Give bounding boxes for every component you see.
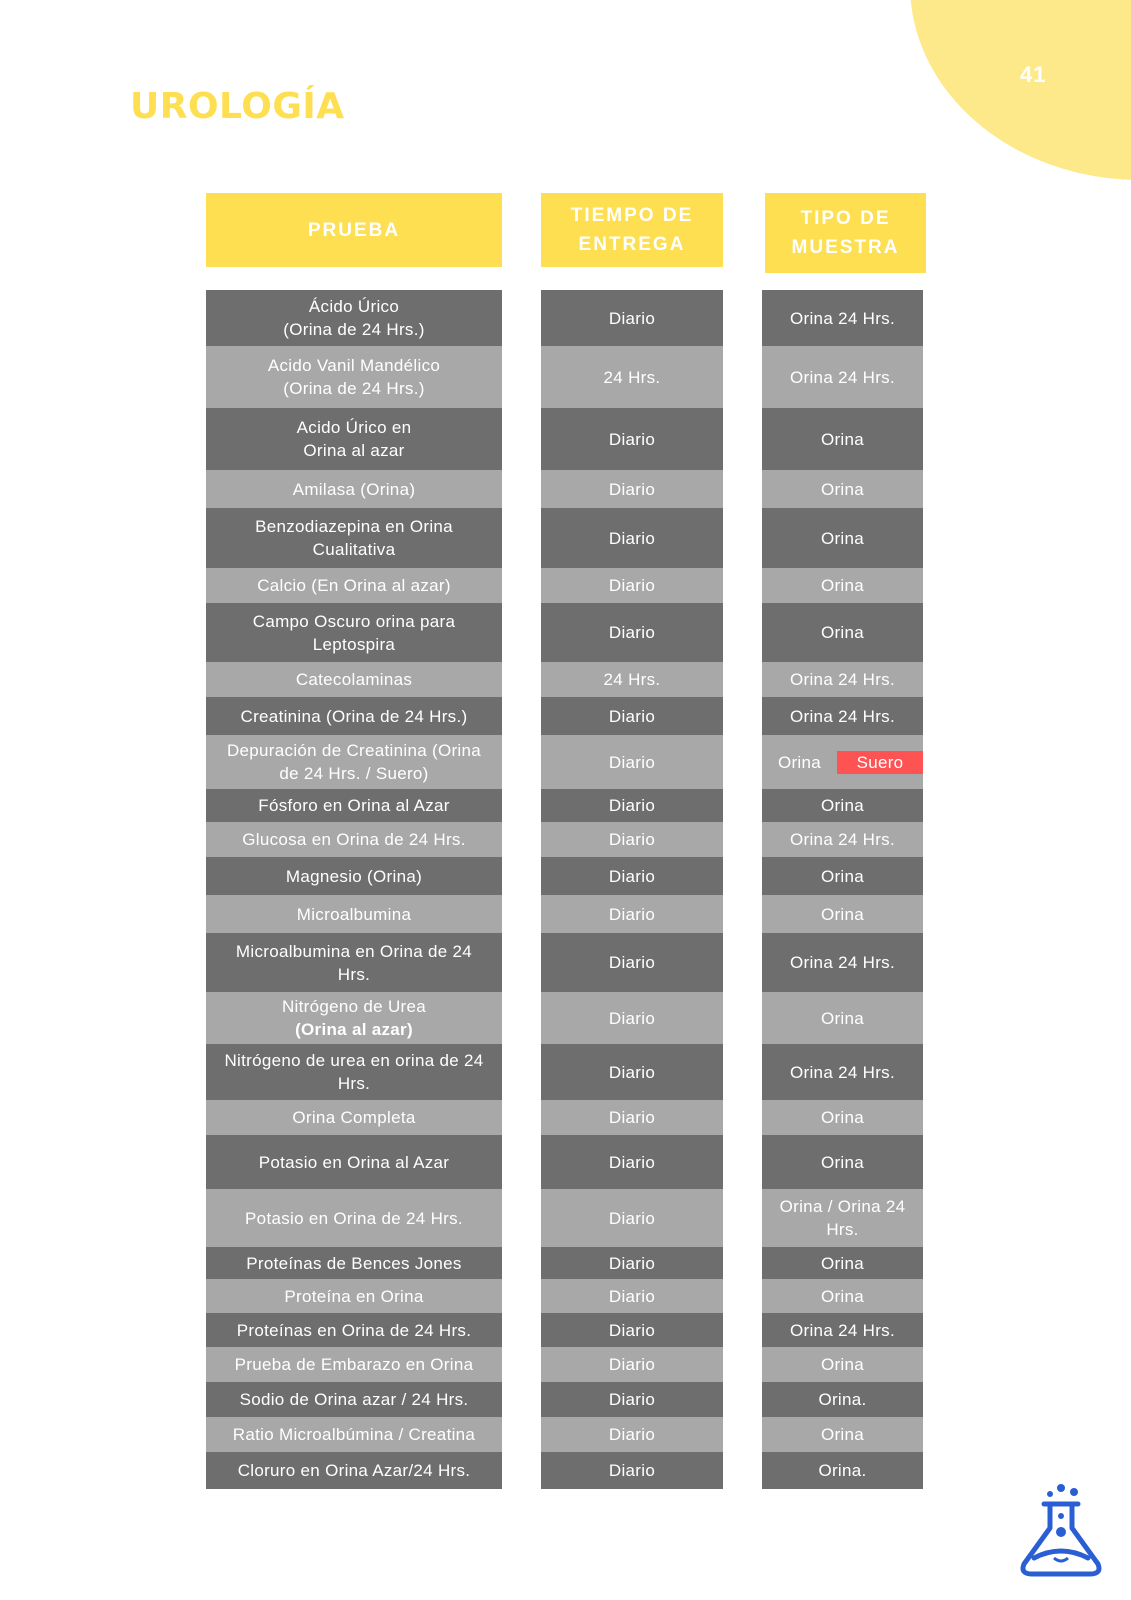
table-cell-prueba: Acido Úrico en Orina al azar [206, 408, 502, 470]
table-cell-prueba: Acido Vanil Mandélico (Orina de 24 Hrs.) [206, 346, 502, 408]
table-cell-prueba: Prueba de Embarazo en Orina [206, 1347, 502, 1382]
page-number: 41 [1020, 62, 1047, 87]
table-cell-tipo: Orina [762, 1247, 923, 1279]
table-cell-prueba: Potasio en Orina al Azar [206, 1135, 502, 1189]
table-cell-prueba: Campo Oscuro orina para Leptospira [206, 603, 502, 662]
table-cell-tipo: Orina [762, 857, 923, 895]
prueba-text: Nitrógeno de Urea [281, 997, 426, 1016]
table-cell-tipo: Orina [762, 568, 923, 603]
table-cell-tiempo: Diario [541, 290, 723, 346]
table-cell-tiempo: Diario [541, 789, 723, 822]
table-cell-tiempo: Diario [541, 408, 723, 470]
table-cell-prueba: Creatinina (Orina de 24 Hrs.) [206, 697, 502, 735]
table-cell-tipo: Orina 24 Hrs. [762, 346, 923, 408]
table-cell-tipo: Orina [762, 470, 923, 508]
table-cell-tipo: Orina [762, 1347, 923, 1382]
table-cell-tipo: Orina [762, 1135, 923, 1189]
header-tipo-de-muestra: TIPO DE MUESTRA [765, 193, 926, 273]
table-cell-prueba: Magnesio (Orina) [206, 857, 502, 895]
table-cell-tipo: Orina 24 Hrs. [762, 822, 923, 857]
table-cell-tiempo: Diario [541, 822, 723, 857]
table-cell-prueba: Proteínas en Orina de 24 Hrs. [206, 1313, 502, 1347]
table-cell-prueba: Ratio Microalbúmina / Creatina [206, 1417, 502, 1452]
table-cell-tipo: Orina [762, 789, 923, 822]
table-cell-tiempo: Diario [541, 1100, 723, 1135]
table-cell-tipo: Orina. [762, 1452, 923, 1489]
table-cell-tiempo: Diario [541, 735, 723, 789]
lab-flask-icon [1016, 1484, 1106, 1580]
table-cell-prueba: Microalbumina [206, 895, 502, 933]
table-cell-tiempo: Diario [541, 1135, 723, 1189]
table-cell-tiempo: Diario [541, 1417, 723, 1452]
table-cell-prueba: Potasio en Orina de 24 Hrs. [206, 1189, 502, 1247]
table-cell-prueba: Sodio de Orina azar / 24 Hrs. [206, 1382, 502, 1417]
table-cell-prueba: Benzodiazepina en Orina Cualitativa [206, 508, 502, 568]
table-cell-tipo: Orina 24 Hrs. [762, 1044, 923, 1100]
table-cell-tiempo: Diario [541, 1279, 723, 1313]
table-cell-tiempo: Diario [541, 992, 723, 1044]
table-cell-tipo: Orina 24 Hrs. [762, 290, 923, 346]
table-cell-tiempo: Diario [541, 603, 723, 662]
table-cell-prueba: Depuración de Creatinina (Orina de 24 Hrs. / Suero) [206, 735, 502, 789]
table-cell-tipo: Orina [762, 603, 923, 662]
table-cell-tiempo: Diario [541, 1189, 723, 1247]
table-cell-prueba: Cloruro en Orina Azar/24 Hrs. [206, 1452, 502, 1489]
table-cell-prueba: Proteína en Orina [206, 1279, 502, 1313]
table-cell-tiempo: Diario [541, 1452, 723, 1489]
table-cell-prueba: Ácido Úrico (Orina de 24 Hrs.) [206, 290, 502, 346]
table-cell-tiempo: Diario [541, 568, 723, 603]
corner-decoration [910, 0, 1131, 180]
table-cell-prueba [206, 992, 502, 1044]
header-tiempo-de-entrega: TIEMPO DE ENTREGA [541, 193, 723, 267]
table-cell-tiempo: Diario [541, 508, 723, 568]
tipo-orina: Orina [777, 752, 822, 772]
page-title: UROLOGÍA [130, 86, 345, 127]
table-cell-tiempo: Diario [541, 1382, 723, 1417]
table-cell-tiempo: Diario [541, 697, 723, 735]
header-prueba: PRUEBA [206, 193, 502, 267]
table-cell-tipo: Orina [762, 408, 923, 470]
table-cell-tiempo: Diario [541, 933, 723, 992]
table-cell-tipo: Orina [762, 1279, 923, 1313]
table-cell-tipo: Orina 24 Hrs. [762, 662, 923, 697]
table-cell-prueba: Orina Completa [206, 1100, 502, 1135]
table-cell-tipo: Orina 24 Hrs. [762, 1313, 923, 1347]
table-cell-tiempo: Diario [541, 895, 723, 933]
tipo-suero-badge: Suero [837, 751, 923, 774]
table-cell-prueba: Glucosa en Orina de 24 Hrs. [206, 822, 502, 857]
table-cell-prueba: Catecolaminas [206, 662, 502, 697]
table-cell-prueba: Proteínas de Bences Jones [206, 1247, 502, 1279]
table-cell-prueba: Fósforo en Orina al Azar [206, 789, 502, 822]
table-cell-tipo: Orina [762, 508, 923, 568]
table-cell-tipo: Orina. [762, 1382, 923, 1417]
table-cell-prueba: Nitrógeno de urea en orina de 24 Hrs. [206, 1044, 502, 1100]
table-cell-tiempo: Diario [541, 470, 723, 508]
table-cell-prueba: Microalbumina en Orina de 24 Hrs. [206, 933, 502, 992]
tests-table [206, 290, 923, 1489]
table-cell-tipo [762, 735, 923, 789]
table-cell-tipo: Orina / Orina 24 Hrs. [762, 1189, 923, 1247]
table-cell-tiempo: Diario [541, 1044, 723, 1100]
prueba-bold-text: (Orina al azar) [295, 1020, 413, 1039]
table-cell-tiempo: 24 Hrs. [541, 662, 723, 697]
table-cell-tipo: Orina [762, 1417, 923, 1452]
table-cell-tiempo: Diario [541, 1347, 723, 1382]
table-cell-tiempo: Diario [541, 857, 723, 895]
table-cell-tiempo: Diario [541, 1313, 723, 1347]
table-cell-tipo: Orina [762, 895, 923, 933]
table-cell-tipo: Orina [762, 992, 923, 1044]
table-cell-tiempo: Diario [541, 1247, 723, 1279]
table-cell-prueba: Calcio (En Orina al azar) [206, 568, 502, 603]
table-cell-prueba: Amilasa (Orina) [206, 470, 502, 508]
table-cell-tipo: Orina 24 Hrs. [762, 697, 923, 735]
table-cell-tiempo: 24 Hrs. [541, 346, 723, 408]
table-cell-tipo: Orina 24 Hrs. [762, 933, 923, 992]
table-cell-tipo: Orina [762, 1100, 923, 1135]
